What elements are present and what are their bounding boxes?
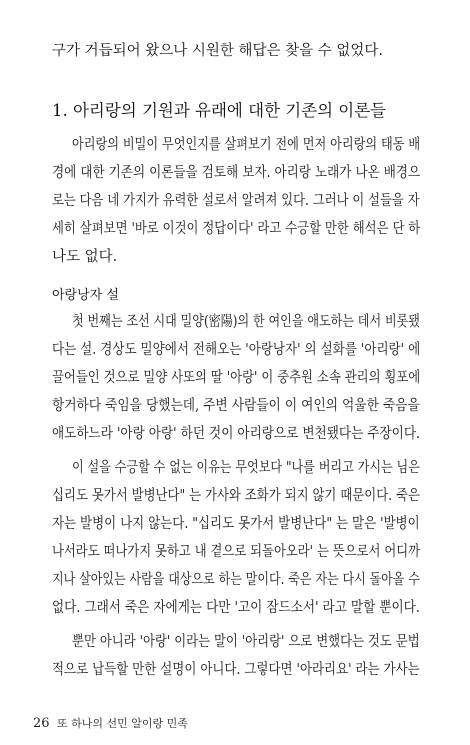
text-line: 십리도 못가서 발병난다" 는 가사와 조화가 되지 않기 때문이다. 죽은 <box>52 488 420 504</box>
subsection-heading: 아랑낭자 설 <box>52 288 119 303</box>
text-line: 다는 설. 경상도 밀양에서 전해오는 '아랑낭자' 의 설화를 '아리랑' 에 <box>52 342 421 358</box>
running-title: 또 하나의 선민 알이랑 민족 <box>57 717 188 730</box>
text-line: 끌어들인 것으로 밀양 사또의 딸 '아랑' 이 중추원 소속 관리의 횡포에 <box>52 370 421 386</box>
text-line: 적으로 납득할 만한 설명이 아니다. 그렇다면 '아라리요' 라는 가사는 <box>52 662 420 678</box>
text-line: 항거하다 죽임을 당했는데, 주변 사람들이 이 여인의 억울한 죽음을 <box>52 398 420 414</box>
text-line: 구가 거듭되어 왔으나 시원한 해답은 찾을 수 없었다. <box>52 43 384 59</box>
page-number: 26 <box>33 716 50 731</box>
text-line: 로는 다음 네 가지가 유력한 설로서 알려져 있다. 그러나 이 설들을 자 <box>52 193 420 209</box>
text-line: 첫 번째는 조선 시대 밀양(密陽)의 한 여인을 애도하는 데서 비롯됐 <box>72 314 420 330</box>
page-footer <box>33 717 188 731</box>
text-line: 경에 대한 기존의 이론들을 검토해 보자. 아리랑 노래가 나온 배경으 <box>52 165 421 181</box>
text-line: 아리랑의 비밀이 무엇인지를 살펴보기 전에 먼저 아리랑의 태동 배 <box>72 137 421 153</box>
text-line: 뿐만 아니라 '아랑' 이라는 말이 '아리랑' 으로 변했다는 것도 문법 <box>72 634 420 650</box>
text-line: 지나 살아있는 사람을 대상으로 하는 말이다. 죽은 자는 다시 돌아올 수 <box>52 572 420 588</box>
text-line: 자는 발병이 나지 않는다. "십리도 못가서 발병난다" 는 말은 '발병이 <box>52 516 420 532</box>
text-line: 없다. 그래서 죽은 자에게는 다만 '고이 잠드소서' 라고 말할 뿐이다. <box>52 600 420 616</box>
section-heading: 1. 아리랑의 기원과 유래에 대한 기존의 이론들 <box>52 101 387 120</box>
text-line: 애도하느라 '아랑 아랑' 하던 것이 아리랑으로 변천됐다는 주장이다. <box>52 426 421 442</box>
text-line: 나서라도 떠나가지 못하고 내 곁으로 되돌아오라' 는 뜻으로서 어디까 <box>52 544 421 560</box>
text-line: 세히 살펴보면 '바로 이것이 정답이다' 라고 수긍할 만한 해석은 단 하 <box>52 221 421 237</box>
text-line: 이 설을 수긍할 수 없는 이유는 무엇보다 "나를 버리고 가시는 님은 <box>72 460 420 476</box>
text-line: 나도 없다. <box>52 249 118 265</box>
